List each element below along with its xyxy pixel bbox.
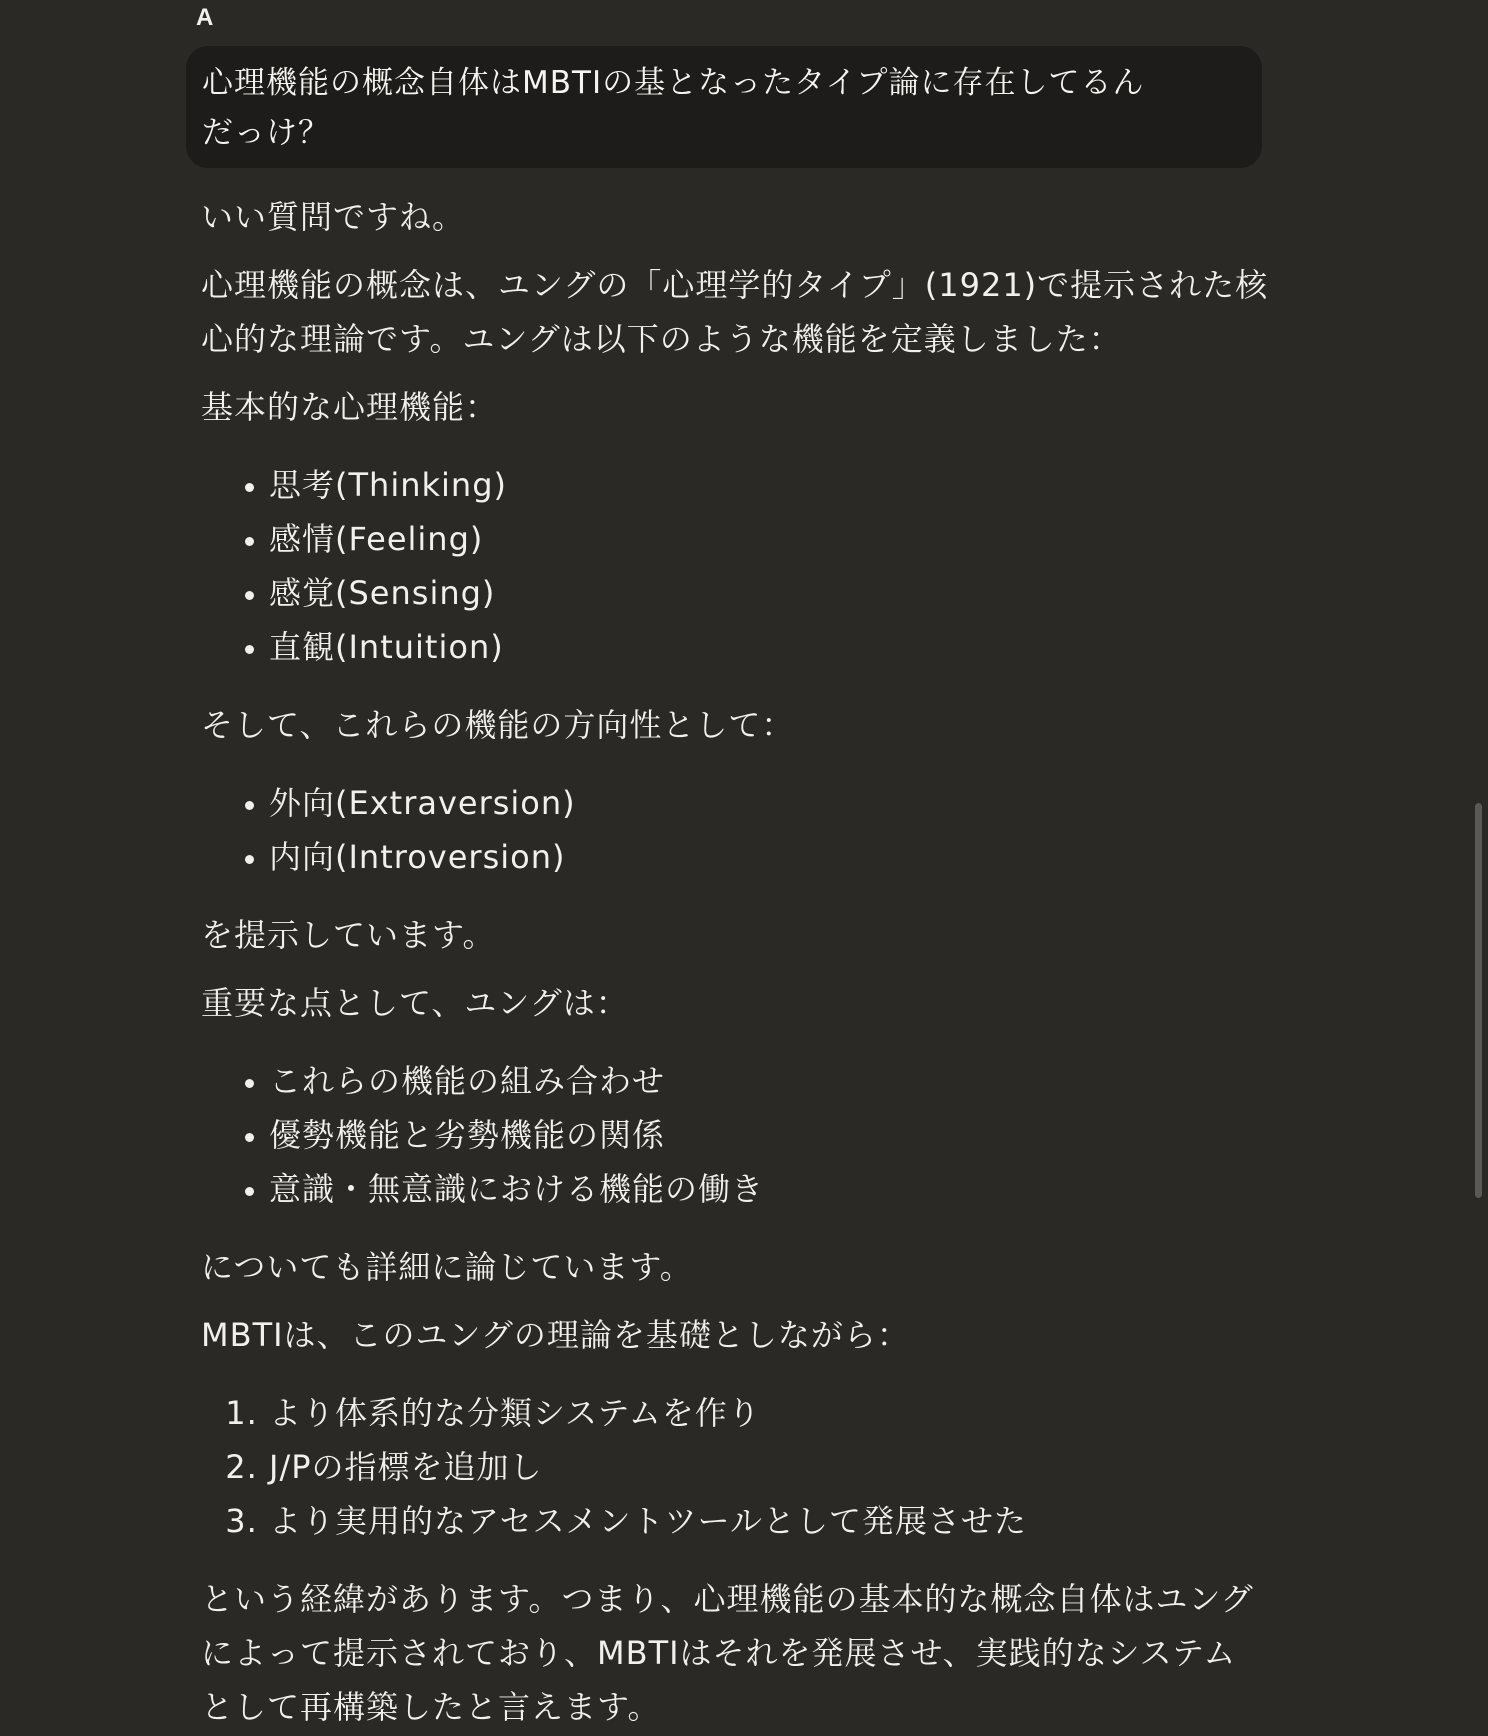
paragraph-line: として再構築したと言えます。: [201, 1688, 661, 1726]
list-item: 2. J/Pの指標を追加し: [269, 1440, 1281, 1494]
paragraph-line: によって提示されており、MBTIはそれを発展させ、実践的なシステム: [201, 1634, 1237, 1672]
assistant-paragraph: そして、これらの機能の方向性として：: [201, 706, 795, 744]
points-list: [201, 1054, 1281, 1216]
list-item: • 意識・無意識における機能の働き: [269, 1162, 1281, 1216]
list-item: • 思考(Thinking): [269, 458, 1281, 512]
list-item: • 感情(Feeling): [269, 512, 1281, 566]
paragraph-line: 心理機能の概念は、ユングの「心理学的タイプ」(1921)で提示された核: [201, 266, 1269, 304]
paragraph-line: 心的な理論です。ユングは以下のような機能を定義しました：: [201, 320, 1122, 358]
list-item: • 優勢機能と劣勢機能の関係: [269, 1108, 1281, 1162]
paragraph-line: という経緯があります。つまり、心理機能の基本的な概念自体はユング: [201, 1580, 1254, 1618]
list-item: • 外向(Extraversion): [269, 776, 1281, 830]
scrollbar-thumb[interactable]: [1475, 803, 1482, 1198]
assistant-paragraph: MBTIは、このユングの理論を基礎としながら：: [201, 1316, 910, 1354]
assistant-paragraph: [201, 1572, 1281, 1734]
assistant-message: [201, 190, 1281, 1736]
list-item: • 感覚(Sensing): [269, 566, 1281, 620]
user-message-line: だっけ？: [202, 115, 330, 151]
user-message-bubble: [186, 46, 1262, 168]
assistant-paragraph: を提示しています。: [201, 916, 496, 954]
list-item: 1. より体系的な分類システムを作り: [269, 1386, 1281, 1440]
assistant-paragraph: いい質問ですね。: [201, 198, 466, 236]
user-message-line: 心理機能の概念自体はMBTIの基となったタイプ論に存在してるん: [202, 65, 1145, 101]
assistant-paragraph: [201, 258, 1281, 366]
assistant-paragraph: 重要な点として、ユングは：: [201, 984, 629, 1022]
list-item: • これらの機能の組み合わせ: [269, 1054, 1281, 1108]
orientations-list: [201, 776, 1281, 884]
scrollbar[interactable]: [1474, 0, 1484, 1736]
steps-list: [201, 1386, 1281, 1548]
functions-list: [201, 458, 1281, 674]
assistant-paragraph: 基本的な心理機能：: [201, 388, 499, 426]
user-avatar-initial: A: [196, 4, 214, 31]
list-item: 3. より実用的なアセスメントツールとして発展させた: [269, 1494, 1281, 1548]
list-item: • 直観(Intuition): [269, 620, 1281, 674]
assistant-paragraph: についても詳細に論じています。: [201, 1248, 693, 1286]
list-item: • 内向(Introversion): [269, 830, 1281, 884]
